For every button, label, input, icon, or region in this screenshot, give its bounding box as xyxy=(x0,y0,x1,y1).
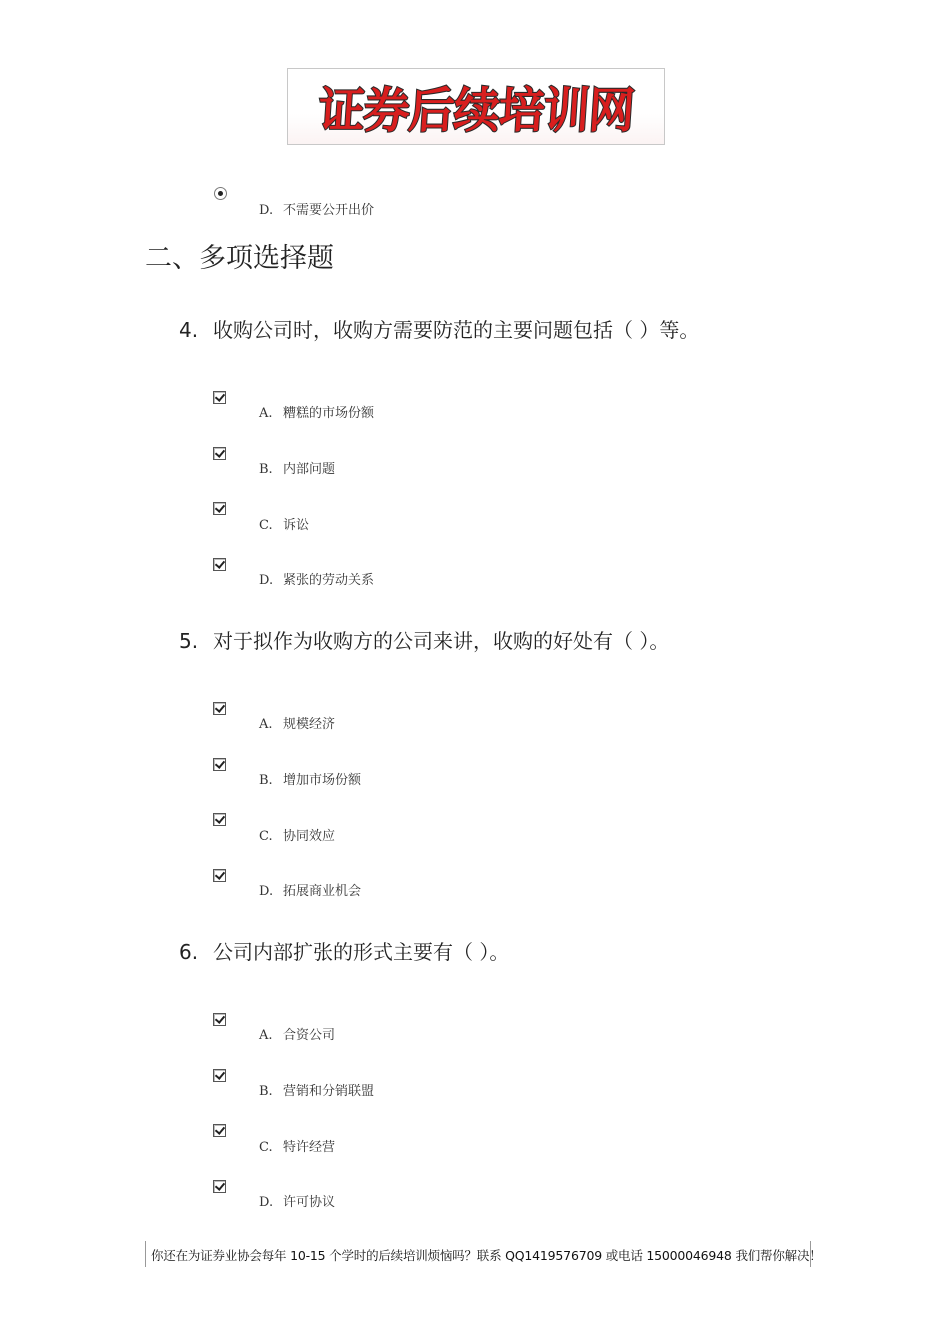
question-number: 6. xyxy=(179,940,199,964)
option-letter: A. xyxy=(259,1028,273,1043)
question-text: 对于拟作为收购方的公司来讲，收购的好处有（ ）。 xyxy=(213,629,670,653)
checkbox-q5-c[interactable] xyxy=(213,813,226,826)
option-letter: C. xyxy=(259,1140,273,1155)
checkbox-q6-a[interactable] xyxy=(213,1013,226,1026)
radio-button-selected[interactable] xyxy=(214,187,227,200)
option-q4-d xyxy=(259,569,374,588)
option-text: 内部问题 xyxy=(283,462,336,477)
option-letter: B. xyxy=(259,1084,273,1099)
option-letter: B. xyxy=(259,773,273,788)
option-letter: D. xyxy=(259,1195,274,1210)
checkbox-q6-c[interactable] xyxy=(213,1124,226,1137)
option-letter: D. xyxy=(259,573,274,588)
checkbox-q5-d[interactable] xyxy=(213,869,226,882)
option-letter: C. xyxy=(259,518,273,533)
option-letter: A. xyxy=(259,406,273,421)
checkbox-q5-a[interactable] xyxy=(213,702,226,715)
checkbox-q4-d[interactable] xyxy=(213,558,226,571)
checkbox-q6-b[interactable] xyxy=(213,1069,226,1082)
section-title: 二、多项选择题 xyxy=(145,243,334,274)
option-letter: B. xyxy=(259,462,273,477)
checkbox-q5-b[interactable] xyxy=(213,758,226,771)
footer-ad-bar xyxy=(145,1241,822,1267)
option-letter: C. xyxy=(259,829,273,844)
logo-banner xyxy=(287,68,665,145)
option-q6-c xyxy=(259,1136,335,1155)
option-text: 合资公司 xyxy=(283,1028,336,1043)
option-q5-c xyxy=(259,825,335,844)
question-4 xyxy=(179,314,699,343)
radio-dot xyxy=(218,191,223,196)
option-text: 糟糕的市场份额 xyxy=(283,406,375,421)
footer-ad-text: 你还在为证券业协会每年 10-15 个学时的后续培训烦恼吗？联系 QQ1419576709 或电话 15000046948 我们帮你解决！ xyxy=(151,1248,822,1263)
question-5 xyxy=(179,625,669,654)
option-text: 许可协议 xyxy=(283,1195,336,1210)
question-number: 5. xyxy=(179,629,199,653)
option-q5-b xyxy=(259,769,361,788)
option-text: 紧张的劳动关系 xyxy=(283,573,375,588)
option-q4-b xyxy=(259,458,335,477)
option-text: 规模经济 xyxy=(283,717,336,732)
option-q4-a xyxy=(259,402,374,421)
option-q5-a xyxy=(259,713,335,732)
option-text: 诉讼 xyxy=(283,518,310,533)
option-text: 营销和分销联盟 xyxy=(283,1084,375,1099)
checkbox-q6-d[interactable] xyxy=(213,1180,226,1193)
checkbox-q4-a[interactable] xyxy=(213,391,226,404)
option-q4-c xyxy=(259,514,309,533)
checkbox-q4-b[interactable] xyxy=(213,447,226,460)
option-letter: D. xyxy=(259,884,274,899)
logo-text: 证券后续培训网 xyxy=(316,81,636,138)
option-text: 拓展商业机会 xyxy=(283,884,362,899)
option-text: 增加市场份额 xyxy=(283,773,362,788)
question-text: 公司内部扩张的形式主要有（ ）。 xyxy=(213,940,510,964)
option-text: 不需要公开出价 xyxy=(283,203,375,218)
question-text: 收购公司时，收购方需要防范的主要问题包括（ ）等。 xyxy=(213,318,700,342)
option-q5-d xyxy=(259,880,361,899)
option-letter: A. xyxy=(259,717,273,732)
option-letter: D. xyxy=(259,203,274,218)
checkbox-q4-c[interactable] xyxy=(213,502,226,515)
option-text: 协同效应 xyxy=(283,829,336,844)
option-q6-b xyxy=(259,1080,374,1099)
option-text: 特许经营 xyxy=(283,1140,336,1155)
option-prev-d xyxy=(259,199,374,218)
question-6 xyxy=(179,936,509,965)
option-q6-a xyxy=(259,1024,335,1043)
option-q6-d xyxy=(259,1191,335,1210)
question-number: 4. xyxy=(179,318,199,342)
